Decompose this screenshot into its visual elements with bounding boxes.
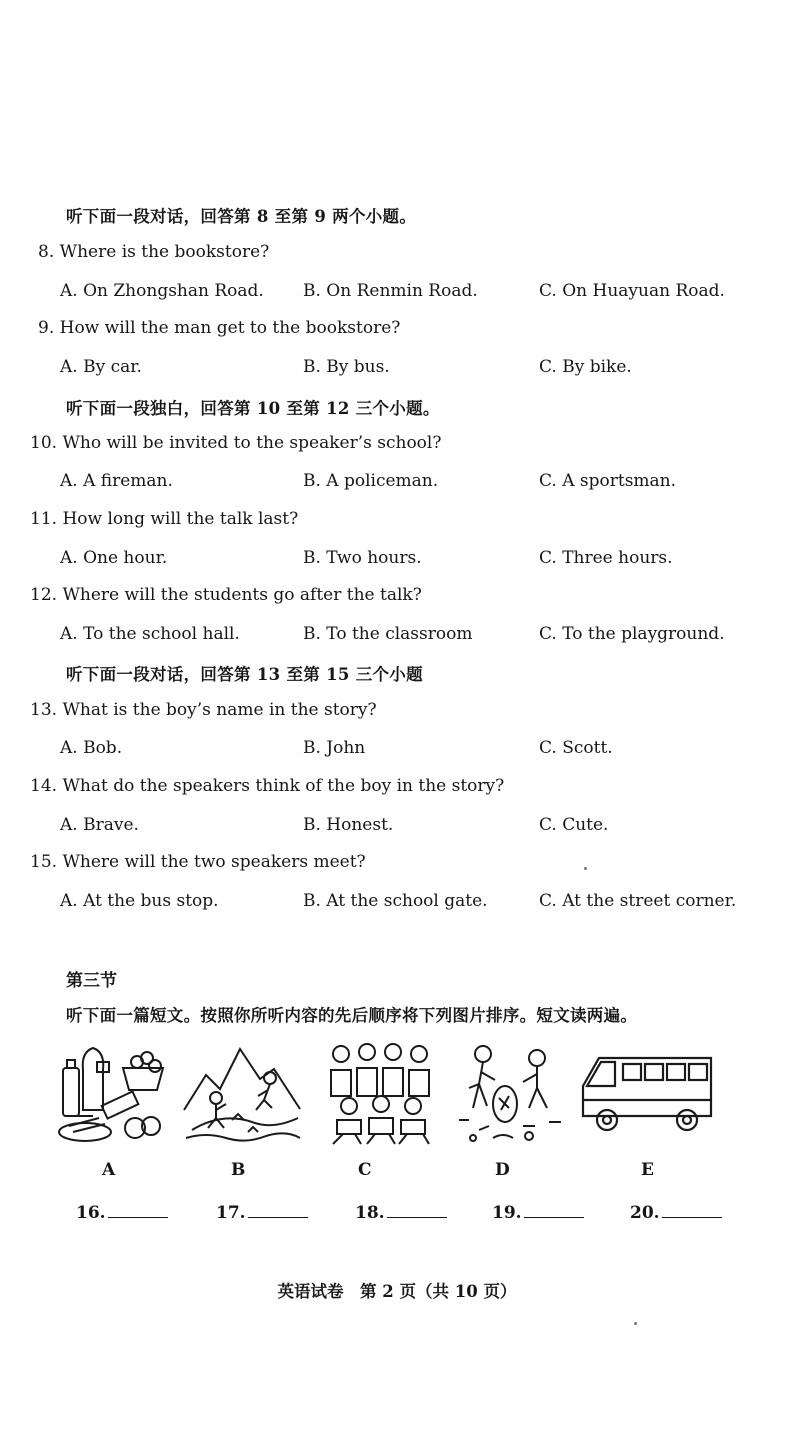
question-15: 15. Where will the two speakers meet? bbox=[30, 852, 366, 872]
question-8: 8. Where is the bookstore? bbox=[38, 242, 270, 262]
answer-blank-19-number: 19. bbox=[492, 1203, 522, 1223]
picture-b-mountain-icon bbox=[182, 1040, 302, 1145]
answer-blank-19[interactable] bbox=[492, 1203, 584, 1223]
q14-option-a: A. Brave. bbox=[60, 815, 139, 835]
picture-label-c: C bbox=[358, 1160, 372, 1180]
q12-option-b: B. To the classroom bbox=[303, 624, 473, 644]
answer-blank-20[interactable] bbox=[630, 1203, 722, 1223]
q10-option-a: A. A fireman. bbox=[60, 471, 173, 491]
answer-blank-17-number: 17. bbox=[216, 1203, 246, 1223]
instruction-13-15: 听下面一段对话，回答第 13 至第 15 三个小题 bbox=[66, 665, 423, 684]
question-14: 14. What do the speakers think of the boy in the story? bbox=[30, 776, 505, 796]
picture-row bbox=[55, 1040, 735, 1150]
answer-blank-20-number: 20. bbox=[630, 1203, 660, 1223]
q15-option-b: B. At the school gate. bbox=[303, 891, 488, 911]
q15-option-a: A. At the bus stop. bbox=[60, 891, 219, 911]
section-3-title: 第三节 bbox=[66, 971, 117, 991]
q8-option-c: C. On Huayuan Road. bbox=[539, 281, 725, 301]
question-9: 9. How will the man get to the bookstore? bbox=[38, 318, 401, 338]
answer-blank-18-line[interactable] bbox=[387, 1203, 447, 1218]
answer-blank-16-number: 16. bbox=[76, 1203, 106, 1223]
q13-option-c: C. Scott. bbox=[539, 738, 613, 758]
instruction-8-9: 听下面一段对话，回答第 8 至第 9 两个小题。 bbox=[66, 207, 417, 226]
question-13: 13. What is the boy’s name in the story? bbox=[30, 700, 377, 720]
q11-option-b: B. Two hours. bbox=[303, 548, 422, 568]
q11-option-c: C. Three hours. bbox=[539, 548, 673, 568]
q11-option-a: A. One hour. bbox=[60, 548, 168, 568]
q9-option-c: C. By bike. bbox=[539, 357, 632, 377]
scan-speck bbox=[634, 1322, 637, 1325]
q8-option-b: B. On Renmin Road. bbox=[303, 281, 478, 301]
picture-label-a: A bbox=[102, 1160, 116, 1180]
q8-option-a: A. On Zhongshan Road. bbox=[60, 281, 264, 301]
answer-blank-18-number: 18. bbox=[355, 1203, 385, 1223]
picture-label-d: D bbox=[495, 1160, 510, 1180]
picture-c-group-icon bbox=[325, 1040, 437, 1148]
q9-option-b: B. By bus. bbox=[303, 357, 390, 377]
picture-e-bus-icon bbox=[577, 1040, 719, 1140]
question-10: 10. Who will be invited to the speaker’s school? bbox=[30, 433, 442, 453]
q12-option-a: A. To the school hall. bbox=[60, 624, 240, 644]
answer-blank-16[interactable] bbox=[76, 1203, 168, 1223]
q13-option-b: B. John bbox=[303, 738, 366, 758]
section-3-instruction: 听下面一篇短文。按照你所听内容的先后顺序将下列图片排序。短文读两遍。 bbox=[66, 1006, 638, 1025]
q15-option-c: C. At the street corner. bbox=[539, 891, 737, 911]
question-12: 12. Where will the students go after the talk? bbox=[30, 585, 422, 605]
answer-blank-20-line[interactable] bbox=[662, 1203, 722, 1218]
scan-speck bbox=[584, 867, 587, 870]
picture-label-e: E bbox=[641, 1160, 654, 1180]
answer-blank-16-line[interactable] bbox=[108, 1203, 168, 1218]
instruction-10-12: 听下面一段独白，回答第 10 至第 12 三个小题。 bbox=[66, 399, 440, 418]
q12-option-c: C. To the playground. bbox=[539, 624, 725, 644]
picture-d-picnic-icon bbox=[453, 1040, 571, 1148]
q9-option-a: A. By car. bbox=[60, 357, 142, 377]
question-11: 11. How long will the talk last? bbox=[30, 509, 299, 529]
answer-blank-19-line[interactable] bbox=[524, 1203, 584, 1218]
answer-blank-17[interactable] bbox=[216, 1203, 308, 1223]
q14-option-b: B. Honest. bbox=[303, 815, 394, 835]
picture-a-food-icon bbox=[55, 1040, 170, 1145]
q10-option-c: C. A sportsman. bbox=[539, 471, 677, 491]
answer-blank-17-line[interactable] bbox=[248, 1203, 308, 1218]
answer-blank-18[interactable] bbox=[355, 1203, 447, 1223]
q14-option-c: C. Cute. bbox=[539, 815, 609, 835]
page-footer: 英语试卷 第 2 页（共 10 页） bbox=[277, 1282, 517, 1301]
q13-option-a: A. Bob. bbox=[60, 738, 123, 758]
q10-option-b: B. A policeman. bbox=[303, 471, 439, 491]
picture-label-b: B bbox=[231, 1160, 246, 1180]
